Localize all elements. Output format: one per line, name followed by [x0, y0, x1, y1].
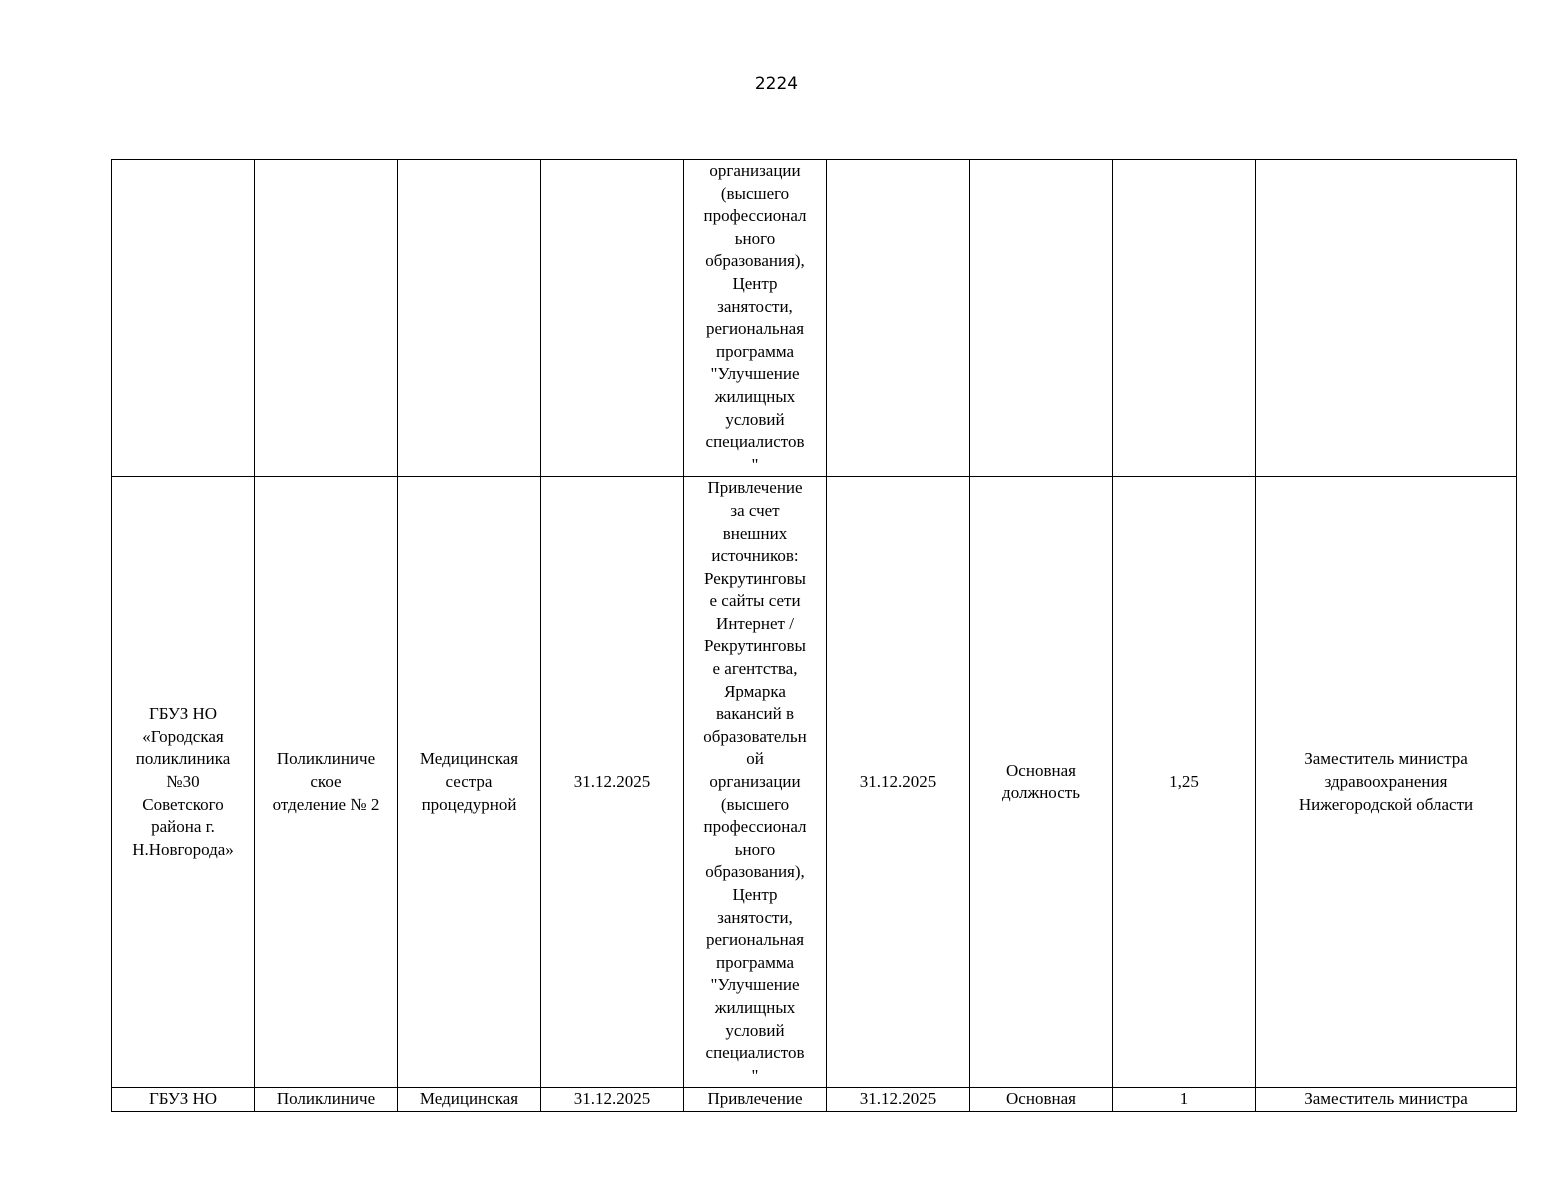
cell-organization [112, 477, 255, 1088]
cell-line: ой [746, 749, 764, 769]
cell-line: Центр [732, 885, 778, 904]
table-row [112, 160, 1517, 477]
cell-line: за счет [730, 500, 780, 520]
cell-organization: ГБУЗ НО [112, 1088, 255, 1112]
cell-line: Основная [1006, 760, 1076, 780]
cell-line: жилищных [714, 997, 796, 1017]
cell-measures: Привлечение [684, 1088, 827, 1112]
cell-line: образовательн [703, 726, 807, 746]
cell-line: условий [725, 409, 785, 429]
cell-responsible [1256, 160, 1517, 477]
cell-line: внешних [722, 523, 788, 543]
cell-line: источников: [711, 546, 799, 566]
cell-line: ское [310, 772, 342, 792]
cell-employment [970, 477, 1113, 1088]
cell-line: «Городская [142, 726, 224, 746]
cell-line: Заместитель министра [1304, 749, 1468, 769]
cell-date-2: 31.12.2025 [827, 477, 970, 1088]
cell-position [398, 160, 541, 477]
page-number: 2224 [754, 74, 799, 94]
cell-employment [970, 160, 1113, 477]
cell-line: процедурной [421, 794, 517, 814]
cell-line: профессионал [703, 206, 807, 226]
cell-line: " [751, 454, 759, 474]
cell-line: организации [709, 161, 801, 180]
cell-line: ьного [734, 228, 776, 248]
cell-line: "Улучшение [710, 364, 800, 384]
cell-line: здравоохранения [1324, 772, 1448, 792]
cell-line: поликлиника [135, 749, 231, 769]
cell-line: образования), [705, 251, 805, 271]
cell-rate: 1 [1113, 1088, 1256, 1112]
cell-line: организации [709, 772, 801, 792]
cell-department [255, 160, 398, 477]
cell-line: условий [725, 1020, 785, 1040]
cell-line: "Улучшение [710, 975, 800, 995]
cell-line: ьного [734, 839, 776, 859]
cell-line: программа [715, 341, 795, 361]
cell-line: Рекрутинговы [704, 636, 806, 656]
cell-line: Н.Новгорода» [132, 839, 234, 859]
table-row [112, 477, 1517, 1088]
cell-date-1 [541, 160, 684, 477]
cell-line: Нижегородской области [1298, 794, 1474, 814]
cell-measures [684, 477, 827, 1088]
cell-line: Ярмарка [724, 681, 786, 701]
cell-line: района г. [151, 817, 215, 837]
cell-line: программа [715, 952, 795, 972]
cell-line: специалистов [705, 432, 805, 452]
cell-line: занятости, [717, 907, 793, 927]
cell-line: Рекрутинговы [704, 568, 806, 588]
cell-position: Медицинская [398, 1088, 541, 1112]
cell-line: Медицинская [419, 749, 519, 769]
cell-rate [1113, 160, 1256, 477]
cell-line: " [751, 1065, 759, 1085]
cell-date-2: 31.12.2025 [827, 1088, 970, 1112]
cell-line: специалистов [705, 1043, 805, 1063]
cell-line: региональная [705, 319, 805, 339]
cell-line: (высшего [720, 183, 790, 203]
cell-line: отделение № 2 [272, 794, 380, 814]
cell-line: ГБУЗ НО [148, 704, 218, 724]
cell-responsible: Заместитель министра [1256, 1088, 1517, 1112]
cell-line: сестра [445, 772, 493, 792]
cell-line: региональная [705, 930, 805, 950]
cell-line: должность [1002, 783, 1080, 803]
cell-line: жилищных [714, 386, 796, 406]
cell-date-1: 31.12.2025 [541, 477, 684, 1088]
cell-line: Центр [732, 273, 778, 293]
cell-employment: Основная [970, 1088, 1113, 1112]
cell-organization [112, 160, 255, 477]
cell-department: Поликлиниче [255, 1088, 398, 1112]
cell-line: Советского [142, 794, 224, 814]
cell-rate: 1,25 [1113, 477, 1256, 1088]
cell-line: Привлечение [707, 478, 803, 498]
cell-line: занятости, [717, 296, 793, 316]
cell-date-2 [827, 160, 970, 477]
cell-line: вакансий в [715, 704, 794, 724]
cell-date-1: 31.12.2025 [541, 1088, 684, 1112]
cell-line: Интернет / [716, 613, 794, 633]
cell-position [398, 477, 541, 1088]
cell-line: е сайты сети [709, 591, 801, 611]
cell-department [255, 477, 398, 1088]
staffing-table [111, 159, 1517, 1112]
cell-line: е агентства, [712, 659, 798, 679]
cell-responsible [1256, 477, 1517, 1088]
cell-line: №30 [166, 772, 200, 792]
cell-line: профессионал [703, 817, 807, 837]
cell-line: образования), [705, 862, 805, 882]
cell-line: Поликлиниче [276, 749, 376, 769]
table-row [112, 1088, 1517, 1112]
cell-measures [684, 160, 827, 477]
cell-line: (высшего [720, 794, 790, 814]
